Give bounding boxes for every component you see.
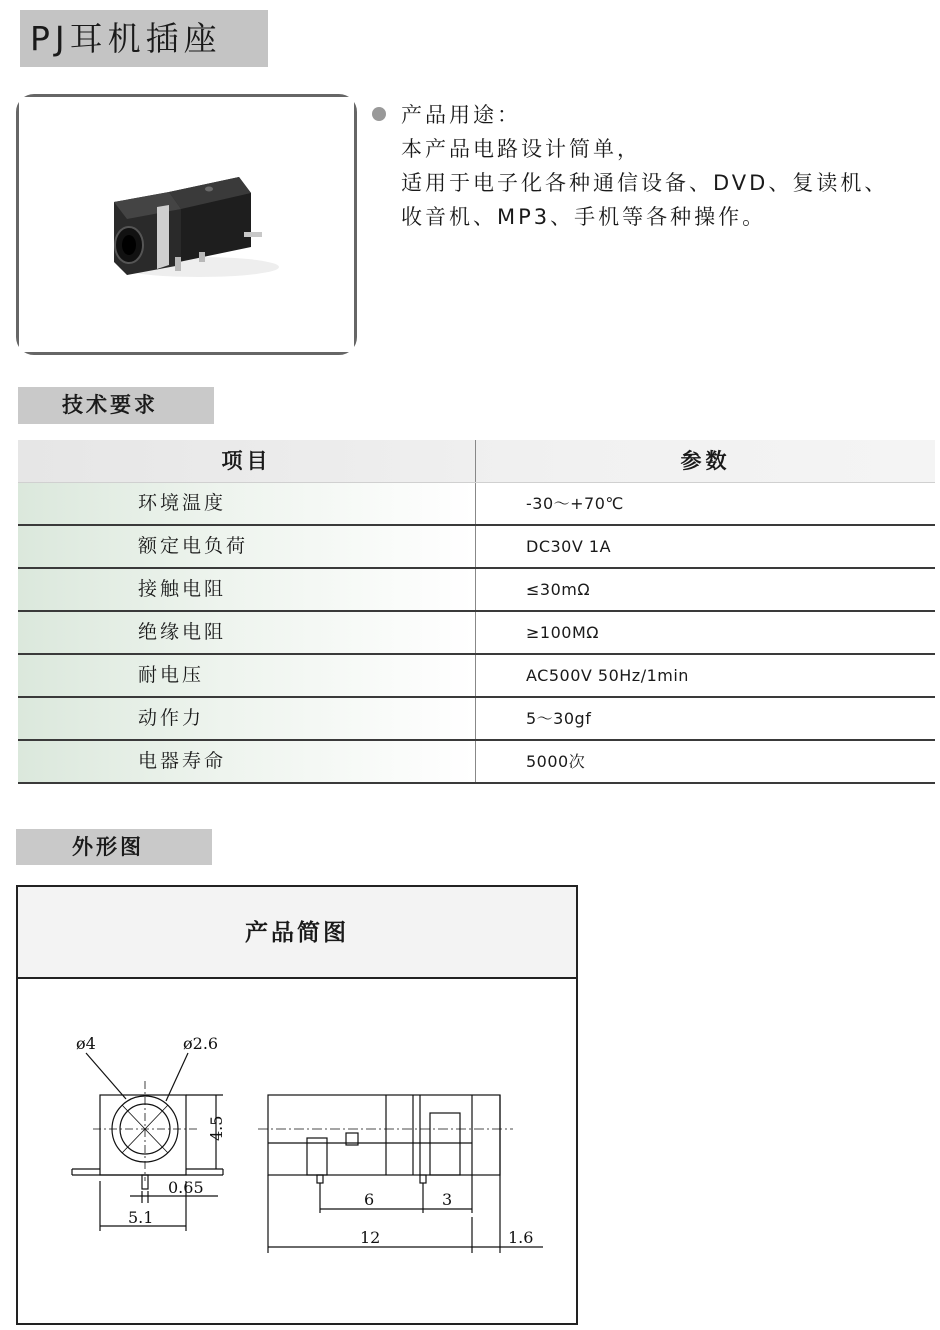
dim-tail: 1.6 — [508, 1228, 534, 1247]
spec-section-tab: 技术要求 — [18, 387, 214, 424]
row-item: 接触电阻 — [18, 569, 476, 610]
bullet-icon — [372, 107, 386, 121]
usage-line: 产品用途： — [401, 103, 521, 127]
spec-table-header — [18, 440, 935, 483]
dim-d-inner: ø2.6 — [183, 1034, 219, 1053]
side-view-body — [268, 1095, 500, 1175]
row-item: 动作力 — [18, 698, 476, 739]
row-item: 耐电压 — [18, 655, 476, 696]
spec-table — [18, 440, 935, 784]
usage-line: 本产品电路设计简单， — [401, 137, 641, 161]
usage-line: 收音机、MP3、手机等各种操作。 — [401, 205, 767, 229]
drawing-title: 产品简图 — [18, 887, 576, 979]
dim-pin-width: 0.65 — [168, 1178, 204, 1197]
table-row — [18, 655, 935, 698]
table-row — [18, 612, 935, 655]
usage-line: 适用于电子化各种通信设备、DVD、复读机、 — [401, 171, 889, 195]
header-item: 项目 — [18, 440, 476, 482]
row-item: 电器寿命 — [18, 741, 476, 782]
table-row — [18, 741, 935, 784]
table-row — [18, 483, 935, 526]
header-param: 参数 — [680, 449, 731, 473]
row-item: 绝缘电阻 — [18, 612, 476, 653]
row-value: -30～+70℃ — [526, 494, 624, 513]
dim-width: 5.1 — [128, 1208, 154, 1227]
row-value: 5000次 — [526, 752, 586, 771]
row-item: 环境温度 — [18, 483, 476, 524]
row-value: 5～30gf — [526, 709, 592, 728]
usage-description — [372, 98, 932, 234]
table-row — [18, 526, 935, 569]
page-title: PJ耳机插座 — [20, 10, 268, 67]
outline-section-tab: 外形图 — [16, 829, 212, 865]
row-value: DC30V 1A — [526, 537, 612, 556]
product-photo — [19, 97, 354, 352]
dim-pin-spacing-b: 3 — [442, 1190, 453, 1209]
drawing-panel — [16, 885, 578, 1325]
dim-length: 12 — [360, 1228, 381, 1247]
table-row — [18, 569, 935, 612]
dim-d-outer: ø4 — [76, 1034, 96, 1053]
dim-height: 4.5 — [207, 1115, 226, 1141]
row-item: 额定电负荷 — [18, 526, 476, 567]
dim-pin-spacing-a: 6 — [364, 1190, 375, 1209]
row-value: ≤30mΩ — [526, 580, 591, 599]
row-value: AC500V 50Hz/1min — [526, 666, 689, 685]
product-photo-frame — [16, 94, 357, 355]
table-row — [18, 698, 935, 741]
row-value: ≥100MΩ — [526, 623, 599, 642]
dimension-drawing — [18, 981, 576, 1323]
